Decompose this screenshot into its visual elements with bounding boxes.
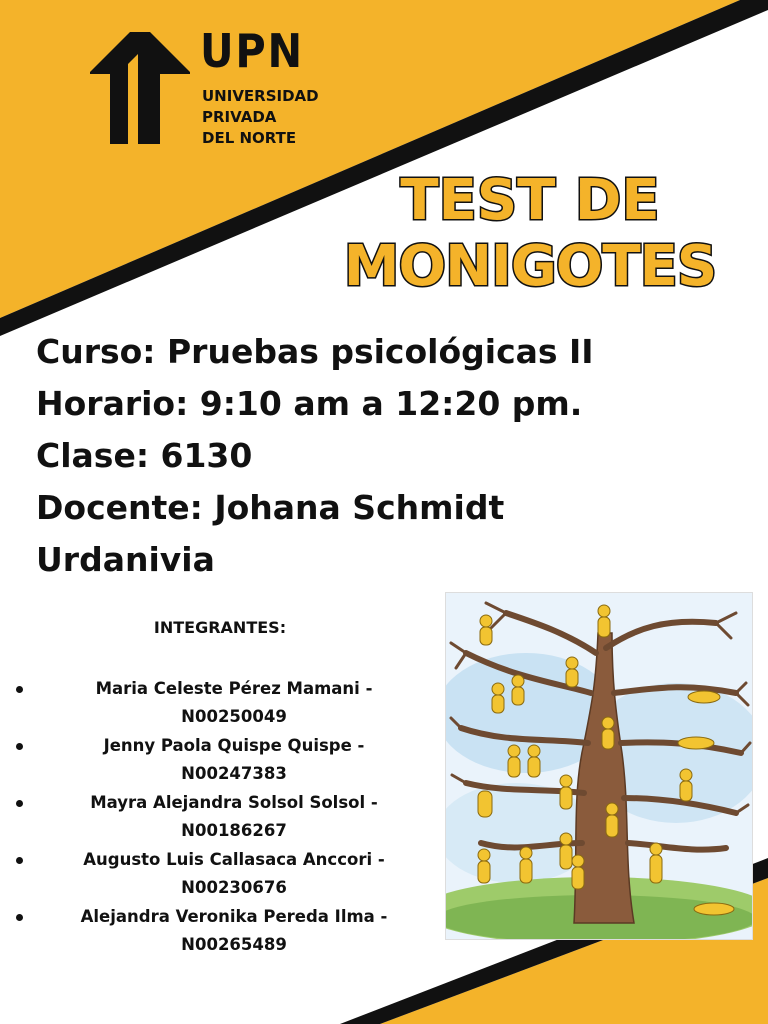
course-teacher-cont: Urdanivia (36, 540, 215, 579)
member-name: Alejandra Veronika Pereda Ilma - (80, 907, 388, 926)
member-code: N00230676 (181, 878, 287, 897)
list-item (12, 789, 432, 845)
logo-subtitle (202, 86, 319, 149)
members-heading: INTEGRANTES: (153, 618, 287, 637)
member-name: Jenny Paola Quispe Quispe - (103, 736, 365, 755)
logo-line-1: UNIVERSIDAD (202, 87, 319, 105)
bullet-icon (16, 800, 23, 807)
upn-arrow-icon (90, 28, 190, 146)
tree-drawing (446, 593, 752, 939)
member-code: N00265489 (181, 935, 287, 954)
logo-line-3: DEL NORTE (202, 129, 297, 147)
member-name: Mayra Alejandra Solsol Solsol - (90, 793, 378, 812)
member-name: Augusto Luis Callasaca Anccori - (83, 850, 385, 869)
member-code: N00250049 (181, 707, 287, 726)
upn-logo (90, 24, 320, 148)
bullet-icon (16, 857, 23, 864)
title-line-2: MONIGOTES (343, 234, 717, 300)
course-teacher: Docente: Johana Schmidt (36, 488, 505, 527)
tree-test-illustration (445, 592, 753, 940)
member-name: Maria Celeste Pérez Mamani - (95, 679, 373, 698)
list-item (12, 732, 432, 788)
title-line-1: TEST DE (400, 168, 660, 233)
logo-acronym: UPN (200, 24, 305, 78)
member-code: N00186267 (181, 821, 287, 840)
document-title (330, 168, 730, 300)
member-code: N00247383 (181, 764, 287, 783)
course-info (36, 326, 756, 586)
members-list (12, 675, 432, 960)
logo-line-2: PRIVADA (202, 108, 277, 126)
bullet-icon (16, 914, 23, 921)
list-item (12, 675, 432, 731)
bullet-icon (16, 686, 23, 693)
bullet-icon (16, 743, 23, 750)
list-item (12, 903, 432, 959)
course-class: Clase: 6130 (36, 436, 253, 475)
list-item (12, 846, 432, 902)
course-name: Curso: Pruebas psicológicas II (36, 332, 594, 371)
course-schedule: Horario: 9:10 am a 12:20 pm. (36, 384, 583, 423)
